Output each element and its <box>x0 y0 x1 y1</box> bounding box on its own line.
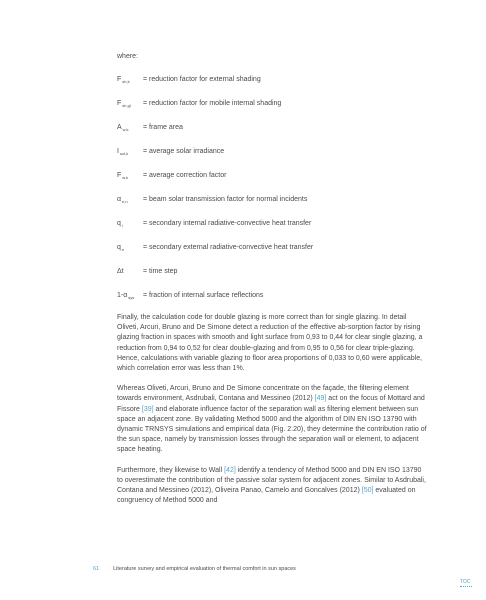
definition-text: = reduction factor for external shading <box>143 76 261 83</box>
paragraph: Whereas Oliveti, Arcuri, Bruno and De Simone concentrate on the façade, the filtering element towards environment, Asdrubali, Contana and Messineo (2012) [49] act on the focus of Mottard and Fissore [39] and elaborate influence factor of the separation wall as filtering element between sun space an adjacent zone. By validating Method 5000 and the algorithm of DIN EN ISO 13790 with dynamic TRNSYS simulations and empirical data (Fig. 2.20), they determine the contribution ratio of the sun space, namely by transmission losses through the separation wall or element, to adjacent space heating. <box>117 385 427 454</box>
toc-label: TOC <box>460 579 471 585</box>
definition-text: = beam solar transmission factor for normal incidents <box>143 196 308 203</box>
definition-row <box>117 148 437 172</box>
symbol: $F_{w,k}$ <box>117 172 129 180</box>
symbol-definitions <box>117 76 437 316</box>
running-title: Literature survey and empirical evaluation of thermal comfort in sun spaces <box>113 566 296 572</box>
definition-text: = reduction factor for mobile internal shading <box>143 100 282 107</box>
citation-link[interactable]: [39] <box>141 405 154 413</box>
page-number: 61 <box>93 566 100 572</box>
citation-link[interactable]: [49] <box>314 395 327 403</box>
symbol: $I_{sol,k}$ <box>117 148 129 156</box>
symbol: $q_e$ <box>117 244 125 252</box>
definition-text: = fraction of internal surface reflections <box>143 292 264 299</box>
definition-row <box>117 172 437 196</box>
definition-row <box>117 244 437 268</box>
body-text <box>117 313 429 516</box>
definition-text: = secondary internal radiative-convective heat transfer <box>143 220 312 227</box>
definition-text: = time step <box>143 268 178 275</box>
definition-row <box>117 268 437 292</box>
definition-row <box>117 196 437 220</box>
toc-underline <box>460 586 472 587</box>
page-footer <box>93 566 296 572</box>
where-label: where: <box>117 53 139 60</box>
symbol: $F_{sh,k}$ <box>117 76 130 84</box>
symbol: Δt <box>117 268 124 275</box>
definition-row <box>117 220 437 244</box>
symbol: $F_{sh,gl}$ <box>117 100 131 108</box>
definition-row <box>117 124 437 148</box>
definition-text: = average solar irradiance <box>143 148 225 155</box>
symbol: $A_{w,k}$ <box>117 124 129 132</box>
toc-link[interactable] <box>460 579 470 585</box>
symbol: $1-\alpha_{sys}$ <box>117 292 135 300</box>
paragraph: Furthermore, they likewise to Wall [42] identify a tendency of Method 5000 and DIN EN ISO 13790 to overestimate the contribution of the passive solar system for adjacent zones. Similar to Asdrubali, Contana and Messineo (2012), Oliveira Panao, Camelo and Goncalves (2012) [50] evaluated on congruency of Method 5000 and <box>117 466 426 505</box>
definition-text: = secondary external radiative-convective heat transfer <box>143 244 314 251</box>
symbol: $q_i$ <box>117 220 123 228</box>
paragraph: Finally, the calculation code for double glazing is more correct than for single glazing. In detail Oliveti, Arcuri, Bruno and De Simone detect a reduction of the effective ab-sorption factor by rising glazing fraction in spaces with smooth and light surface from 0,93 to 0,44 for clear single glazing, a reduction from 0,94 to 0,52 for clear double-glazing and from 0,95 to 0,56 for clear triple-glazing. Hence, calculations with variable glazing to floor area proportions of 0,033 to 0,60 were applicable, which correlation error was less than 1%. <box>117 314 423 373</box>
definition-row <box>117 76 437 100</box>
citation-link[interactable]: [42] <box>224 466 236 474</box>
citation-link[interactable]: [50] <box>361 487 374 495</box>
symbol: $\alpha_{e,n}$ <box>117 196 128 204</box>
definition-row <box>117 100 437 124</box>
definition-text: = average correction factor <box>143 172 227 179</box>
definition-text: = frame area <box>143 124 183 131</box>
